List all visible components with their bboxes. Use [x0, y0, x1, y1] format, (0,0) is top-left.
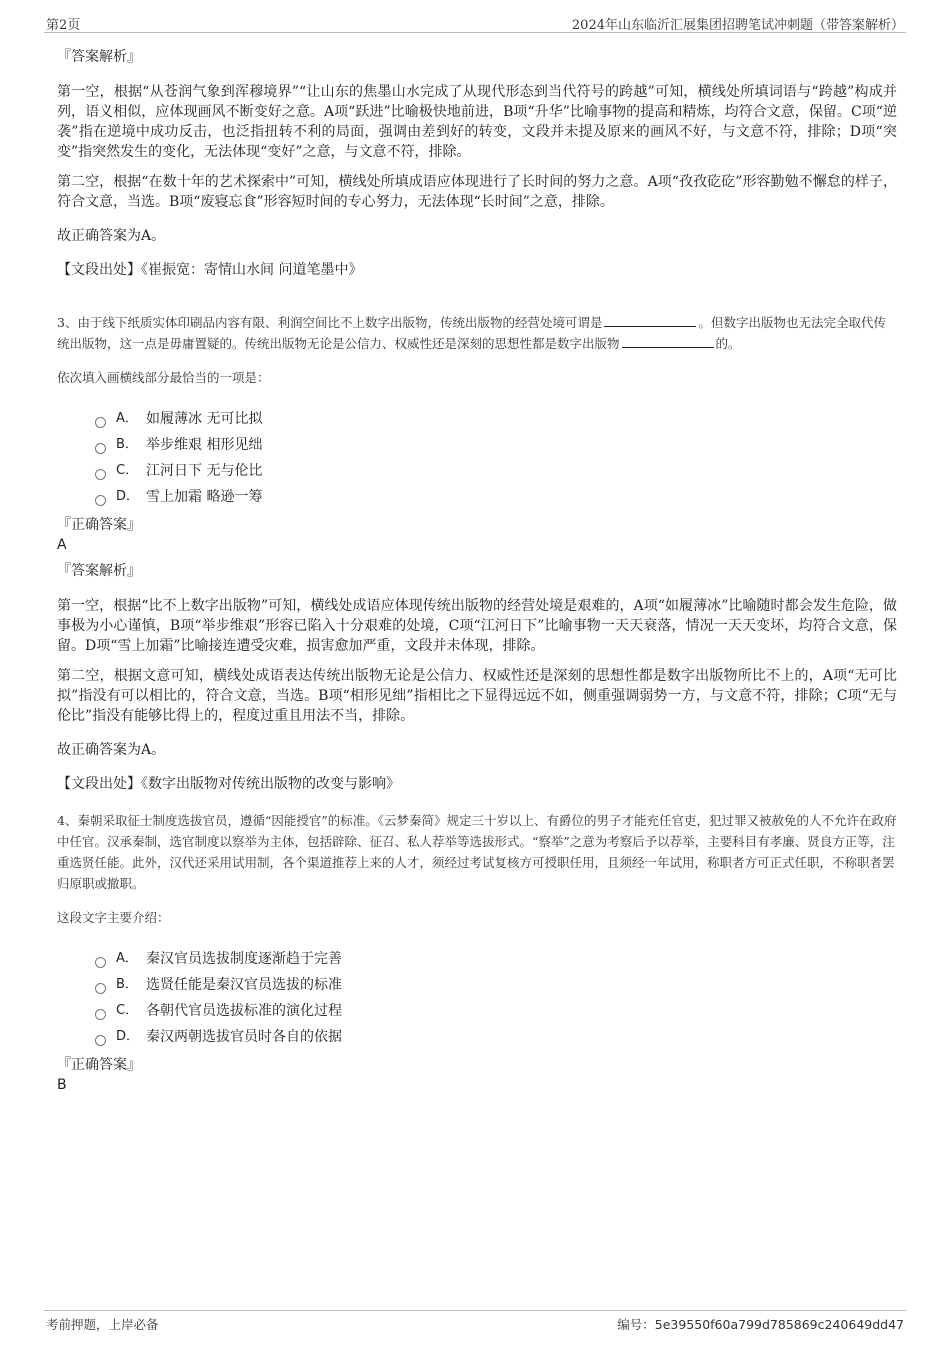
question-prompt: 这段文字主要介绍：	[57, 910, 170, 925]
option-b[interactable]: B． 选贤任能是秦汉官员选拔的标准	[95, 972, 897, 998]
analysis-paragraph: 第一空，根据“从苍润气象到浑穆境界”“让山东的焦墨山水完成了从现代形态到当代符号的跨越”可知，横线处所填词语与“跨越”构成并列，语义相似，应体现画风不断变好之意。A项“跃进”比喻极快地前进，B项“升华”比喻事物的提高和精炼，均符合文意，保留。C项“逆袭”指在逆境中成功反击，也泛指扭转不利的局面，强调由差到好的转变，文段并未提及原来的画风不好，与文意不符，排除；D项“突变”指突然发生的变化，无法体现“变好”之意，与文意不符，排除。	[57, 84, 897, 160]
document-title: 2024年山东临沂汇展集团招聘笔试冲刺题（带答案解析）	[571, 18, 904, 33]
option-list	[95, 946, 897, 1050]
source-citation: 【文段出处】《数字出版物对传统出版物的改变与影响》	[57, 776, 400, 792]
question-prompt: 依次填入画横线部分最恰当的一项是：	[57, 370, 270, 385]
radio-icon[interactable]	[95, 1009, 106, 1020]
correct-answer: B	[57, 1077, 67, 1093]
previous-question-analysis	[57, 46, 897, 280]
option-c[interactable]: C． 江河日下 无与伦比	[95, 458, 897, 484]
option-b[interactable]: B． 举步维艰 相形见绌	[95, 432, 897, 458]
conclusion: 故正确答案为A。	[57, 742, 166, 758]
option-list	[95, 406, 897, 510]
option-d[interactable]: D． 秦汉两朝选拔官员时各自的依据	[95, 1024, 897, 1050]
option-a[interactable]: A． 如履薄冰 无可比拟	[95, 406, 897, 432]
analysis-paragraph: 第二空，根据文意可知，横线处成语表达传统出版物无论是公信力、权威性还是深刻的思想性都是数字出版物所比不上的，A项“无可比拟”指没有可以相比的，符合文意，当选。B项“相形见绌”指相比之下显得远远不如，侧重强调弱势一方，与文意不符，排除；C项“无与伦比”指没有能够比得上的，程度过重且用法不当，排除。	[57, 668, 897, 724]
source-citation: 【文段出处】《崔振宽：寄情山水间 问道笔墨中》	[57, 262, 363, 278]
radio-icon[interactable]	[95, 1035, 106, 1046]
option-c[interactable]: C． 各朝代官员选拔标准的演化过程	[95, 998, 897, 1024]
option-d[interactable]: D． 雪上加霜 略逊一筹	[95, 484, 897, 510]
document-id: 编号：5e39550f60a799d785869c240649dd47	[617, 1317, 904, 1332]
correct-answer-tag: 『正确答案』	[57, 1057, 141, 1073]
radio-icon[interactable]	[95, 417, 106, 428]
radio-icon[interactable]	[95, 957, 106, 968]
question-4	[57, 810, 897, 1094]
conclusion: 故正确答案为A。	[57, 228, 166, 244]
analysis-paragraph: 第一空，根据“比不上数字出版物”可知，横线处成语应体现传统出版物的经营处境是艰难的，A项“如履薄冰”比喻随时都会发生危险，做事极为小心谨慎，B项“举步维艰”形容已陷入十分艰难的处境，C项“江河日下”比喻事物一天天衰落，情况一天天变坏，均符合文意，保留。D项“雪上加霜”比喻接连遭受灾难，损害愈加严重，文段并未体现，排除。	[57, 598, 897, 654]
page-footer	[44, 1310, 906, 1335]
question-text: 4、秦朝采取征士制度选拔官员，遵循“因能授官”的标准。《云梦秦简》规定三十岁以上、有爵位的男子才能充任官吏，犯过罪又被赦免的人不允许在政府中任官。汉承秦制，选官制度以察举为主体，包括辟除、征召、私人荐举等选拔形式。“察举”之意为考察后予以荐举，主要科目有孝廉、贤良方正等，注重选贤任能。此外，汉代还采用试用制，各个渠道推荐上来的人才，须经过考试复核方可授职任用，且须经一年试用，称职者方可正式任职，不称职者罢归原职或撤职。	[57, 813, 897, 891]
fill-blank	[604, 313, 696, 327]
radio-icon[interactable]	[95, 469, 106, 480]
page-header	[44, 12, 906, 33]
page-content	[57, 40, 897, 1094]
radio-icon[interactable]	[95, 495, 106, 506]
radio-icon[interactable]	[95, 983, 106, 994]
question-3	[57, 312, 897, 794]
footer-slogan: 考前押题，上岸必备	[46, 1317, 159, 1332]
option-a[interactable]: A． 秦汉官员选拔制度逐渐趋于完善	[95, 946, 897, 972]
analysis-paragraph: 第二空，根据“在数十年的艺术探索中”可知，横线处所填成语应体现进行了长时间的努力之意。A项“孜孜矻矻”形容勤勉不懈怠的样子，符合文意，当选。B项“废寝忘食”形容短时间的专心努力，无法体现“长时间”之意，排除。	[57, 174, 897, 210]
question-text: 3、由于线下纸质实体印刷品内容有限、利润空间比不上数字出版物，传统出版物的经营处境可谓是 。但数字出版物也无法完全取代传统出版物，这一点是毋庸置疑的。传统出版物无论是公信力、权威性还是深刻的思想性都是数字出版物 的。	[57, 315, 886, 351]
analysis-tag: 『答案解析』	[57, 49, 141, 65]
fill-blank	[622, 334, 714, 348]
correct-answer: A	[57, 537, 67, 553]
page-number: 第2页	[46, 18, 81, 33]
radio-icon[interactable]	[95, 443, 106, 454]
correct-answer-tag: 『正确答案』	[57, 517, 141, 533]
analysis-tag: 『答案解析』	[57, 563, 141, 579]
